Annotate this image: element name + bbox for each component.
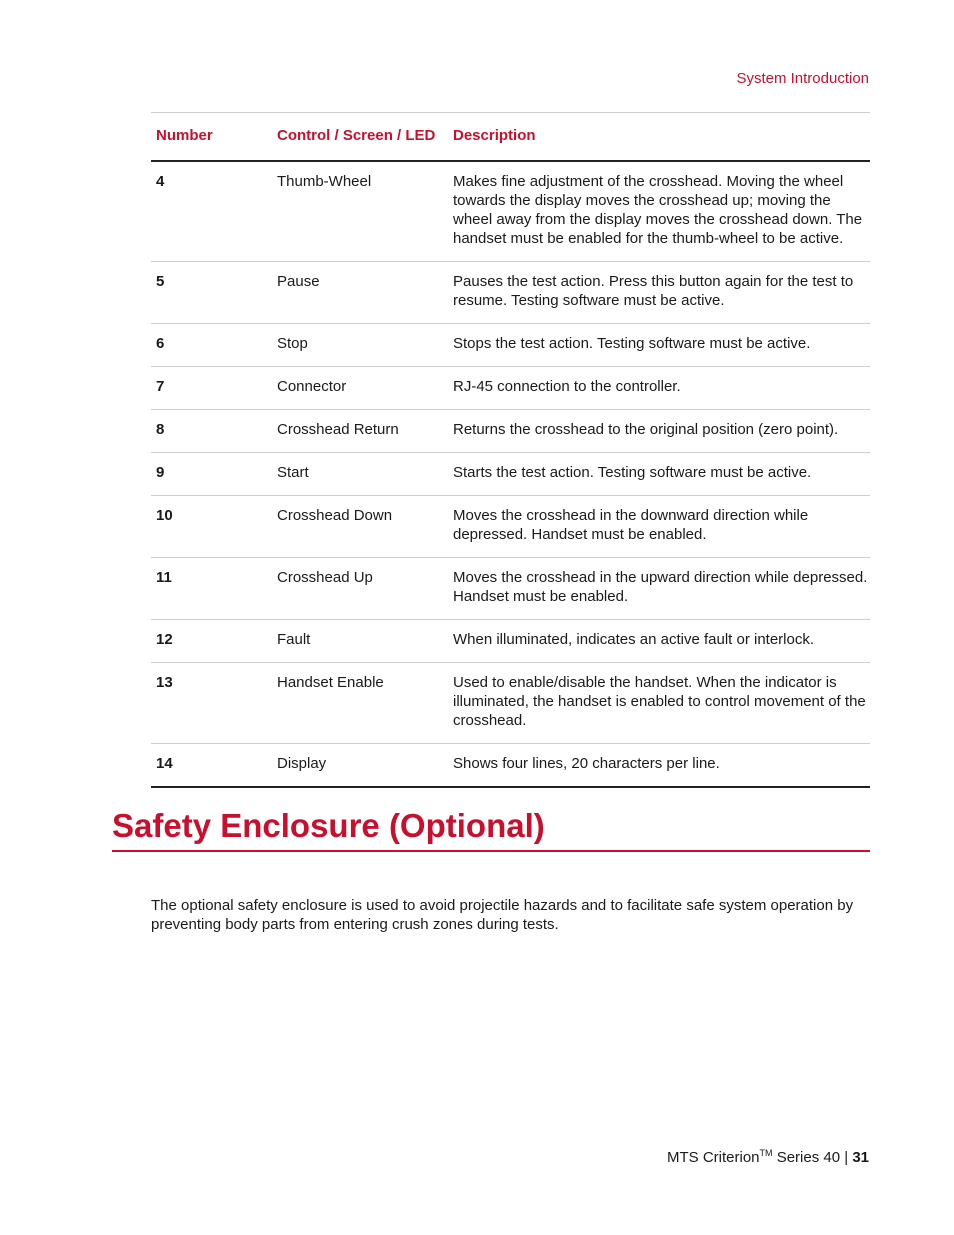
cell-description: Shows four lines, 20 characters per line. [453, 755, 720, 772]
cell-number: 12 [156, 631, 173, 648]
header-description: Description [453, 127, 536, 144]
body-paragraph: The optional safety enclosure is used to avoid projectile hazards and to facilitate safe system operation by preventing body parts from entering crush zones during tests. [151, 897, 854, 933]
cell-description: Pauses the test action. Press this button again for the test to resume. Testing software must be active. [453, 273, 854, 309]
cell-number: 5 [156, 273, 165, 290]
page-number: 31 [852, 1149, 869, 1166]
cell-number: 14 [156, 755, 173, 772]
cell-control: Display [277, 755, 327, 772]
cell-control: Thumb-Wheel [277, 173, 372, 190]
cell-control: Crosshead Return [277, 421, 399, 438]
cell-number: 7 [156, 378, 165, 395]
footer-series: Series 40 | [772, 1149, 853, 1166]
cell-description: Stops the test action. Testing software must be active. [453, 335, 811, 352]
footer-trademark: TM [759, 1148, 773, 1158]
cell-number: 13 [156, 674, 173, 691]
cell-control: Fault [277, 631, 311, 648]
table-row [151, 453, 870, 496]
table-row [151, 324, 870, 367]
cell-description: Moves the crosshead in the downward direction while depressed. Handset must be enabled. [453, 507, 809, 543]
cell-description: Starts the test action. Testing software must be active. [453, 464, 812, 481]
header-number: Number [156, 127, 213, 144]
cell-control: Crosshead Up [277, 569, 373, 586]
cell-description: Makes fine adjustment of the crosshead. Moving the wheel towards the display moves the crosshead up; moving the wheel away from the display moves the crosshead down. The handset must be enabled for the thumb-wheel to be active. [453, 173, 863, 247]
running-head: System Introduction [736, 70, 869, 87]
cell-description: RJ-45 connection to the controller. [453, 378, 681, 395]
cell-control: Stop [277, 335, 308, 352]
cell-number: 8 [156, 421, 165, 438]
table-row [151, 367, 870, 410]
table-row [151, 744, 870, 788]
cell-control: Handset Enable [277, 674, 384, 691]
cell-number: 10 [156, 507, 173, 524]
cell-description: Moves the crosshead in the upward direction while depressed. Handset must be enabled. [453, 569, 868, 605]
cell-control: Start [277, 464, 309, 481]
controls-table [151, 112, 870, 788]
table-header-row [151, 113, 870, 162]
cell-description: Returns the crosshead to the original position (zero point). [453, 421, 839, 438]
cell-description: Used to enable/disable the handset. When the indicator is illuminated, the handset is enabled to control movement of the crosshead. [453, 674, 866, 729]
footer-product: MTS Criterion [667, 1149, 760, 1166]
cell-number: 9 [156, 464, 165, 481]
cell-control: Connector [277, 378, 347, 395]
cell-number: 11 [156, 569, 172, 586]
table-row [151, 663, 870, 744]
table-row [151, 496, 870, 558]
cell-number: 4 [156, 173, 165, 190]
cell-description: When illuminated, indicates an active fault or interlock. [453, 631, 815, 648]
cell-control: Pause [277, 273, 320, 290]
table-row [151, 410, 870, 453]
table-row [151, 620, 870, 663]
page-footer [667, 1148, 869, 1166]
section-title: Safety Enclosure (Optional) [112, 806, 870, 852]
table-row [151, 262, 870, 324]
cell-number: 6 [156, 335, 165, 352]
cell-control: Crosshead Down [277, 507, 393, 524]
table-row [151, 161, 870, 262]
header-control: Control / Screen / LED [277, 127, 436, 144]
table-row [151, 558, 870, 620]
